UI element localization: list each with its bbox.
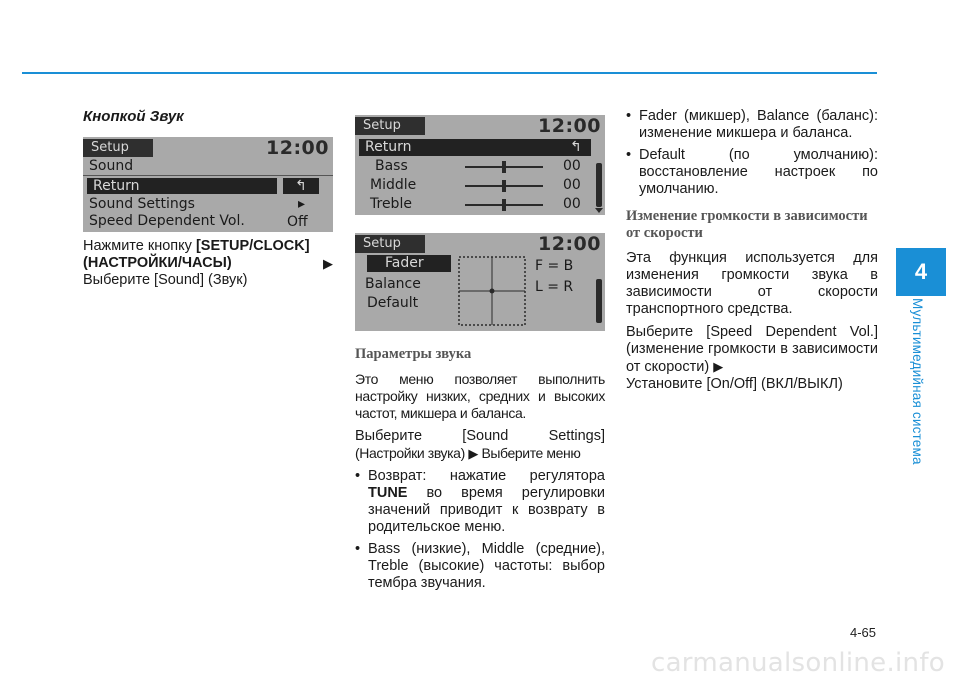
menu-item-speed-dependent-vol[interactable]: Speed Dependent Vol. [89,213,245,229]
scrollbar[interactable] [596,279,602,323]
eq-value-treble: 00 [563,196,581,212]
list-item: • Bass (низкие), Middle (средние), Treble (высокие) частоты: выбор тембра звучания. [355,541,605,592]
menu-item-default[interactable]: Default [367,295,419,311]
submenu-arrow-icon: ▸ [298,196,306,212]
section-heading-sound-parameters: Параметры звука [355,346,472,362]
screen-tab: Setup [355,235,425,253]
next-step-arrow-icon: ▶ [323,256,333,271]
watermark: carmanualsonline.info [650,648,945,678]
display-sound-settings [355,115,605,215]
fader-balance-grid[interactable] [458,256,526,326]
speed-volume-set: Установите [On/Off] (ВКЛ/ВЫКЛ) [626,376,843,392]
sound-parameters-list [355,468,605,592]
display-fader-balance [355,233,605,331]
column-middle [355,346,605,597]
select-menu-text: Выберите меню [481,445,581,461]
menu-item-fader[interactable]: Fader [367,255,451,272]
menu-item-return[interactable]: Return [359,139,591,156]
eq-label-middle: Middle [370,177,417,193]
column-right [626,108,878,399]
tune-key: TUNE [368,485,408,501]
screen-clock: 12:00 [538,233,601,255]
screen-header [355,115,605,137]
screen-tab: Setup [355,117,425,135]
sound-parameters-intro: Это меню позволяет выполнить настройку низких, средних и высоких частот, микшера и баланса. [355,371,605,421]
chapter-title: Мультимедийная система [910,298,925,465]
section-heading-sound-button: Кнопкой Звук [83,108,184,125]
column-left-steps [83,238,333,289]
column-left [83,108,333,139]
section-heading-speed-volume: Изменение громкости в зависимости от скорости [626,208,868,241]
setup-clock-key: [SETUP/CLOCK] [195,238,310,254]
select-sound-settings-line2: (Настройки звука) [355,445,465,461]
setup-clock-key-ru: (НАСТРОЙКИ/ЧАСЫ) [83,255,232,271]
sound-parameters-list-continued [626,108,878,198]
page-number: 4-65 [849,625,876,640]
next-step-arrow-icon: ▶ [713,359,724,374]
fader-readout: F = B [535,258,574,274]
speed-dependent-vol-value: Off [287,214,308,230]
bass-slider-knob[interactable] [502,161,506,173]
scrollbar[interactable] [596,163,602,207]
eq-label-bass: Bass [375,158,408,174]
step2-text: Выберите [Sound] (Звук) [83,272,248,288]
menu-item-sound-settings[interactable]: Sound Settings [89,196,195,212]
eq-value-middle: 00 [563,177,581,193]
eq-label-treble: Treble [370,196,412,212]
treble-slider-knob[interactable] [502,199,506,211]
next-step-arrow-icon: ▶ [468,446,478,461]
screen-divider [83,175,333,176]
scroll-down-icon[interactable] [595,208,603,213]
eq-value-bass: 00 [563,158,581,174]
screen-header [355,233,605,255]
top-rule [22,72,877,74]
screen-header [83,137,333,159]
chapter-number-tab: 4 [896,248,946,296]
screen-clock: 12:00 [266,137,329,159]
menu-item-return[interactable]: Return [87,178,277,194]
middle-slider-knob[interactable] [502,180,506,192]
display-sound-menu [83,137,333,232]
list-item: • Fader (микшер), Balance (баланс): изменение микшера и баланса. [626,108,878,142]
menu-item-balance[interactable]: Balance [365,276,421,292]
balance-readout: L = R [535,279,574,295]
list-item: • Default (по умолчанию): восстановление настроек по умолчанию. [626,147,878,198]
list-item: • Возврат: нажатие регулятора TUNE во время регулировки значений приводит к возврату в родительское меню. [355,468,605,536]
step1-text: Нажмите кнопку [83,238,196,254]
return-icon[interactable]: ↰ [570,139,582,155]
screen-tab: Setup [83,139,153,157]
screen-clock: 12:00 [538,115,601,137]
return-icon[interactable]: ↰ [283,178,319,194]
select-sound-settings-line1: Выберите [Sound Settings] [355,428,605,444]
speed-volume-select: Выберите [Speed Dependent Vol.] (изменение громкости в зависимости от скорости) ▶ [626,324,878,375]
speed-volume-description: Эта функция используется для изменения громкости звука в зависимости от скорости транспортного средства. [626,250,878,317]
screen-title: Sound [89,158,134,174]
